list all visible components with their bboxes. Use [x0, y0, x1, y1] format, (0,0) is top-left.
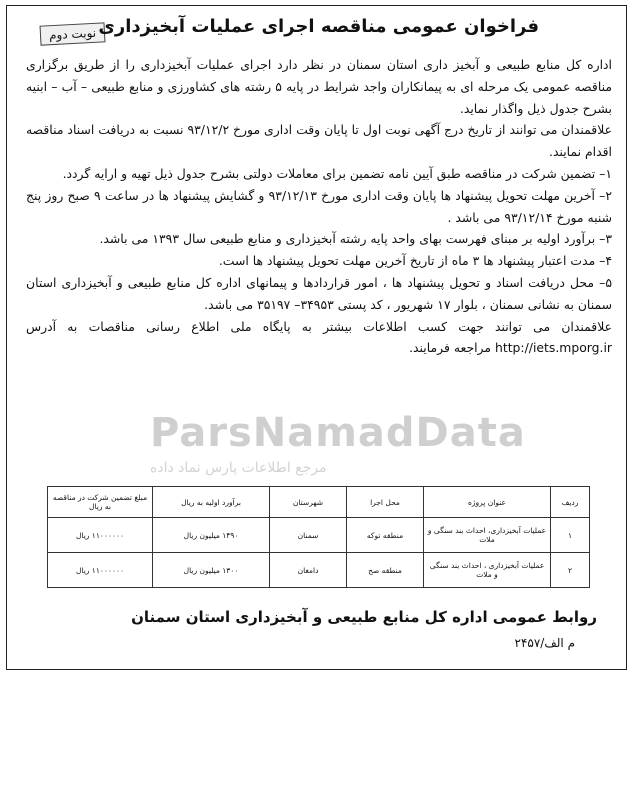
cell-guarantee: ۱۱۰۰۰۰۰۰ ریال [48, 518, 153, 553]
notice-body [26, 54, 612, 359]
paragraph-estimate: ۳– برآورد اولیه بر مبنای فهرست بهای واحد پایه رشته آبخیزداری و منابع طبیعی سال ۱۳۹۳ می باشد. [99, 231, 612, 247]
closing-text: علاقمندان می توانند جهت کسب اطلاعات بیشتر به پایگاه ملی اطلاع رسانی مناقصات به آدرس [26, 318, 612, 334]
header-estimate: برآورد اولیه به ریال [153, 487, 270, 518]
header-county: شهرستان [270, 487, 347, 518]
header-row-number: ردیف [551, 487, 590, 518]
publisher-signature: روابط عمومی اداره کل منابع طبیعی و آبخیزداری استان سمنان [131, 608, 597, 626]
table-row [48, 553, 590, 588]
cell-guarantee: ۱۱۰۰۰۰۰۰ ریال [48, 553, 153, 588]
paragraph-documents: علاقمندان می توانند از تاریخ درج آگهی نوبت اول تا پایان وقت اداری مورخ ۹۳/۱۲/۲ نسبت به دریافت اسناد مناقصه اقدام نمایند. [26, 122, 612, 160]
header-guarantee: مبلغ تضمین شرکت در مناقصه به ریال [48, 487, 153, 518]
tender-table [47, 486, 590, 588]
header-location: محل اجرا [347, 487, 424, 518]
cell-row-number: ۲ [551, 553, 590, 588]
cell-row-number: ۱ [551, 518, 590, 553]
closing-suffix: مراجعه فرمایند. [409, 340, 492, 356]
paragraph-closing [26, 316, 612, 360]
watermark-logo: ParsNamadData [150, 410, 526, 456]
paragraph-address: ۵– محل دریافت اسناد و تحویل پیشنهاد ها ، امور قراردادها و پیمانهای اداره کل منابع طبیعی و آبخیزداری استان سمنان به نشانی سمنان ، بلوار ۱۷ شهریور ، کد پستی ۳۴۹۵۳– ۳۵۱۹۷ می باشد. [26, 274, 612, 312]
cell-location: منطقه صح [347, 553, 424, 588]
tender-portal-link[interactable]: http://iets.mporg.ir [494, 340, 612, 356]
cell-estimate: ۱۳۰۰ میلیون ریال [153, 553, 270, 588]
cell-location: منطقه توکه [347, 518, 424, 553]
notice-code: م الف/۲۴۵۷ [514, 636, 575, 650]
paragraph-validity: ۴– مدت اعتبار پیشنهاد ها ۳ ماه از تاریخ آخرین مهلت تحویل پیشنهاد ها است. [218, 253, 612, 269]
table-row [48, 518, 590, 553]
cell-project-title: عملیات آبخیزداری ، احداث بند سنگی و ملات [424, 553, 551, 588]
paragraph-guarantee: ۱– تضمین شرکت در مناقصه طبق آیین نامه تضمین برای معاملات دولتی بشرح جدول ذیل تهیه و ارایه گردد. [62, 165, 612, 181]
cell-estimate: ۱۴۹۰ میلیون ریال [153, 518, 270, 553]
watermark-subtitle: مرجع اطلاعات پارس نماد داده [150, 460, 327, 476]
cell-county: دامغان [270, 553, 347, 588]
cell-project-title: عملیات آبخیزداری، احداث بند سنگی و ملات [424, 518, 551, 553]
header-project-title: عنوان پروژه [424, 487, 551, 518]
table-header-row [48, 487, 590, 518]
round-badge: نوبت دوم [40, 22, 106, 45]
cell-county: سمنان [270, 518, 347, 553]
page-title: فراخوان عمومی مناقصه اجرای عملیات آبخیزداری [98, 16, 539, 37]
paragraph-intro: اداره کل منابع طبیعی و آبخیز داری استان سمنان در نظر دارد اجرای عملیات آبخیزداری را از طریق برگزاری مناقصه عمومی یک مرحله ای به پیمانکاران واجد شرایط در پایه ۵ رشته های کشاورزی و منابع طبیعی – آب – ابنیه بشرح جدول ذیل واگذار نماید. [26, 57, 612, 116]
paragraph-deadline: ۲– آخرین مهلت تحویل پیشنهاد ها پایان وقت اداری مورخ ۹۳/۱۲/۱۳ و گشایش پیشنهاد ها در ساعت ۹ صبح روز پنج شنبه مورخ ۹۳/۱۲/۱۴ می باشد . [26, 187, 612, 225]
